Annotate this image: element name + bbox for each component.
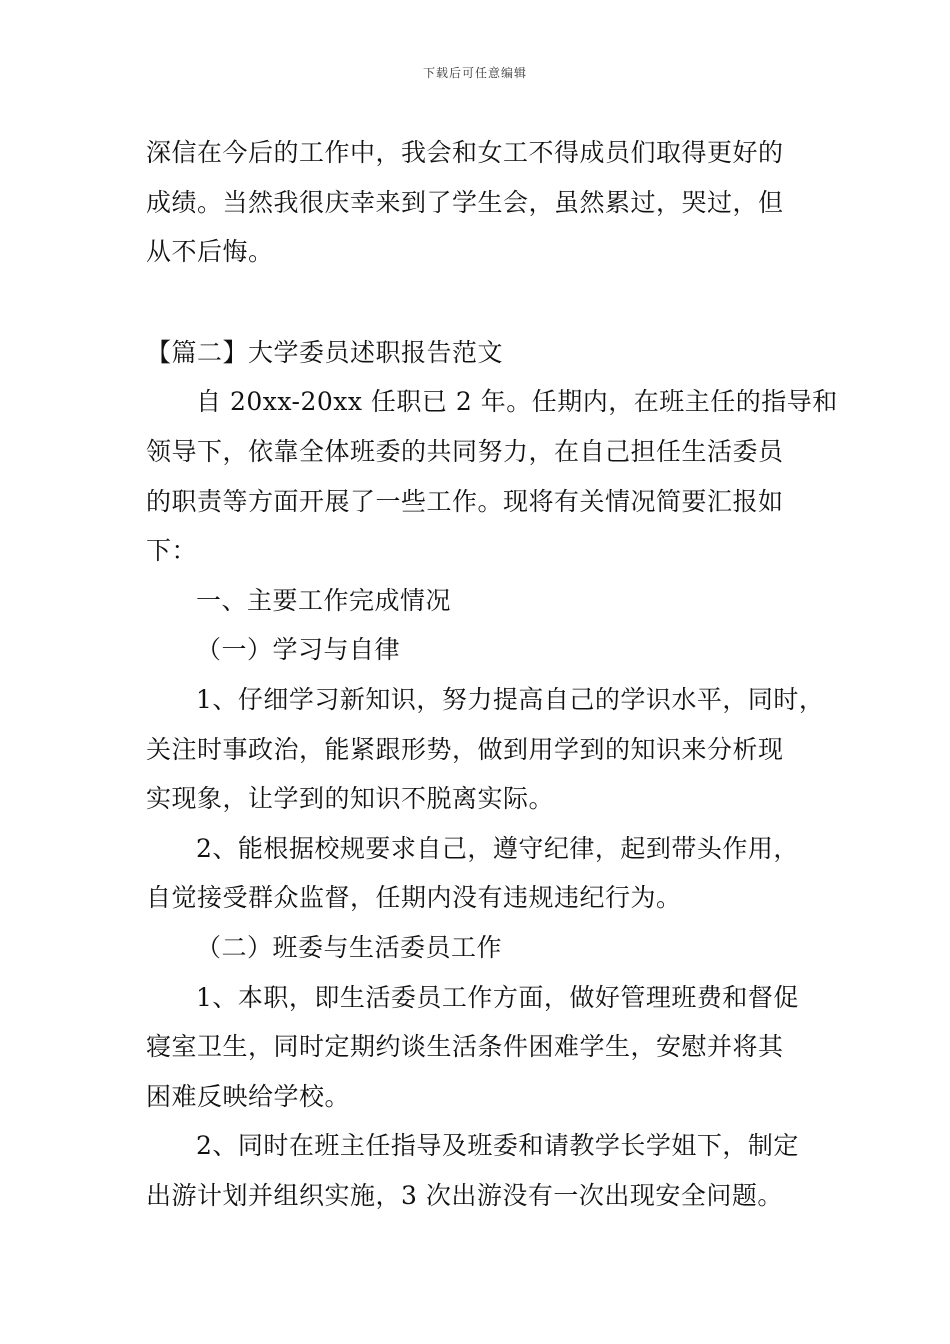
page-header: 下载后可任意编辑	[422, 66, 527, 80]
section-title: 【篇二】大学委员述职报告范文	[146, 337, 504, 367]
text-line: 实现象，让学到的知识不脱离实际。	[146, 784, 555, 814]
text-line: 从不后悔。	[146, 237, 274, 267]
text-line: 1、仔细学习新知识，努力提高自己的学识水平，同时，	[196, 684, 825, 714]
text-line: 困难反映给学校。	[146, 1081, 351, 1111]
paragraph-gap	[146, 277, 826, 328]
text-line: 关注时事政治，能紧跟形势，做到用学到的知识来分析现	[146, 734, 784, 764]
text-line: 下：	[146, 536, 198, 566]
heading-level-2: （二）班委与生活委员工作	[196, 932, 503, 962]
text-line: 深信在今后的工作中，我会和女工不得成员们取得更好的	[146, 138, 784, 167]
text-line: 的职责等方面开展了一些工作。现将有关情况简要汇报如	[146, 486, 784, 516]
text-line: 寝室卫生，同时定期约谈生活条件困难学生，安慰并将其	[146, 1032, 784, 1062]
text-line: 领导下，依靠全体班委的共同努力，在自己担任生活委员	[146, 436, 784, 466]
heading-level-2: （一）学习与自律	[196, 635, 401, 665]
text-line: 2、同时在班主任指导及班委和请教学长学姐下，制定	[196, 1131, 799, 1161]
heading-level-1: 一、主要工作完成情况	[196, 585, 452, 615]
text-line: 成绩。当然我很庆幸来到了学生会，虽然累过，哭过，但	[146, 187, 784, 217]
text-line: 2、能根据校规要求自己，遵守纪律，起到带头作用，	[196, 833, 799, 863]
text-line: 出游计划并组织实施，3 次出游没有一次出现安全问题。	[146, 1180, 783, 1210]
document-body	[146, 128, 838, 1220]
text-line: 1、本职，即生活委员工作方面，做好管理班费和督促	[196, 982, 799, 1012]
text-line: 自 20xx-20xx 任职已 2 年。任期内，在班主任的指导和	[196, 387, 838, 417]
text-line: 自觉接受群众监督，任期内没有违规违纪行为。	[146, 883, 682, 913]
